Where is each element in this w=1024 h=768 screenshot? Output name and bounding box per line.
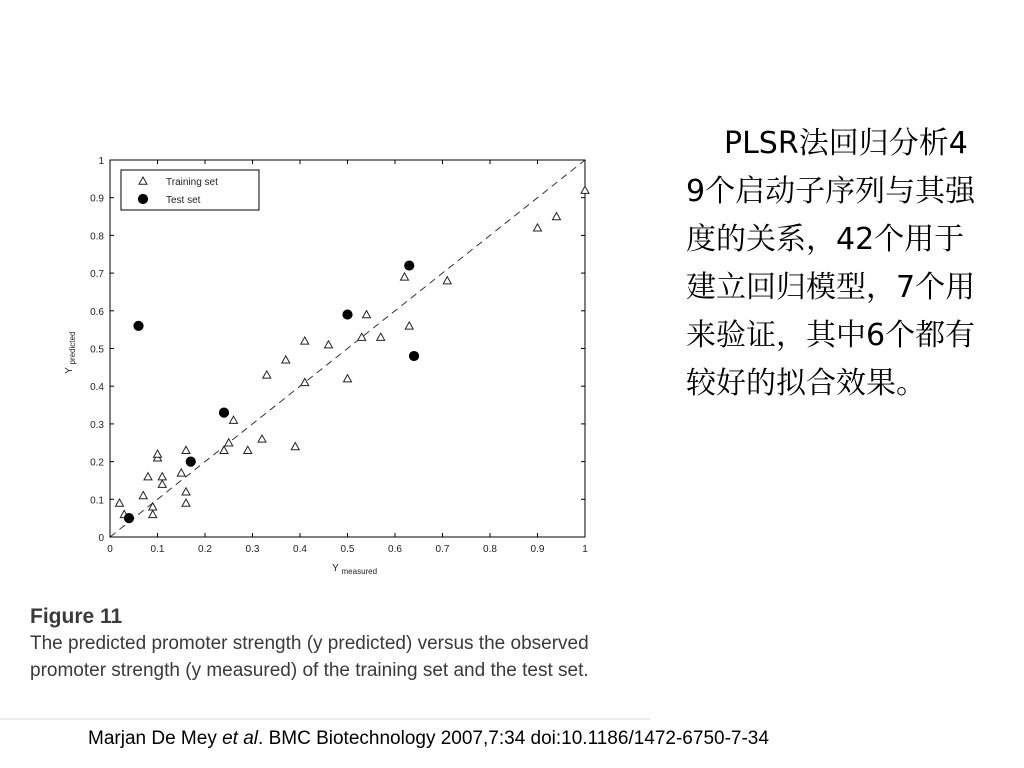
training-point bbox=[325, 341, 333, 348]
training-point bbox=[534, 224, 542, 231]
y-tick-label: 0.6 bbox=[90, 306, 104, 318]
y-axis-label-subscript: predicted bbox=[68, 331, 77, 365]
test-point bbox=[134, 321, 143, 330]
test-point bbox=[186, 457, 195, 466]
training-point bbox=[225, 439, 233, 446]
test-point bbox=[219, 408, 228, 417]
slide-body-text: PLSR法回归分析49个启动子序列与其强度的关系，42个用于建立回归模型，7个用来验证，其中6个都有较好的拟合效果。 bbox=[686, 126, 976, 401]
x-tick-label: 0.8 bbox=[483, 544, 497, 555]
y-tick-label: 0.7 bbox=[90, 269, 104, 281]
training-point bbox=[182, 499, 190, 506]
training-point bbox=[301, 337, 309, 344]
training-point bbox=[149, 510, 157, 517]
x-tick-label: 0.4 bbox=[293, 544, 307, 555]
legend-test-marker bbox=[138, 194, 147, 203]
citation-authors: Marjan De Mey bbox=[88, 728, 223, 749]
training-point bbox=[443, 277, 451, 284]
y-tick-label: 0.1 bbox=[90, 495, 104, 507]
training-point bbox=[282, 356, 290, 363]
training-point bbox=[154, 450, 162, 457]
citation-source: . BMC Biotechnology 2007,7:34 doi:10.1186/1472-6750-7-34 bbox=[258, 728, 769, 749]
caption-divider bbox=[0, 718, 650, 720]
y-tick-label: 1 bbox=[98, 156, 104, 167]
figure-label: Figure 11 bbox=[30, 605, 123, 628]
legend-training-label: Training set bbox=[166, 177, 218, 188]
training-point bbox=[230, 416, 238, 423]
citation-etal: et al bbox=[222, 728, 259, 749]
training-point bbox=[139, 492, 147, 499]
legend-test-label: Test set bbox=[166, 195, 201, 206]
reference-diagonal-line bbox=[110, 160, 585, 537]
x-tick-label: 0.5 bbox=[340, 544, 355, 555]
y-tick-label: 0.8 bbox=[90, 231, 104, 243]
x-tick-label: 0.7 bbox=[435, 544, 450, 555]
x-tick-label: 0.1 bbox=[150, 544, 165, 555]
training-point bbox=[581, 186, 589, 193]
training-point bbox=[182, 488, 190, 495]
training-point bbox=[263, 371, 271, 378]
training-point bbox=[301, 378, 309, 385]
figure-caption bbox=[30, 604, 650, 684]
training-point bbox=[144, 473, 152, 480]
training-point bbox=[220, 446, 228, 453]
y-tick-label: 0.9 bbox=[90, 193, 104, 205]
training-point bbox=[401, 273, 409, 280]
training-point bbox=[344, 375, 352, 382]
y-tick-label: 0.2 bbox=[90, 457, 104, 469]
figure-caption-text: The predicted promoter strength (y predicted) versus the observed promoter strength (y measured) of the training set and the test set. bbox=[30, 633, 589, 681]
training-point bbox=[377, 333, 385, 340]
training-point bbox=[363, 311, 371, 318]
test-point bbox=[124, 514, 133, 523]
training-point bbox=[258, 435, 266, 442]
test-point bbox=[409, 351, 418, 360]
test-point bbox=[343, 310, 352, 319]
training-point bbox=[177, 469, 185, 476]
citation bbox=[88, 728, 968, 750]
training-point bbox=[553, 213, 561, 220]
scatter-chart bbox=[0, 140, 620, 585]
x-tick-label: 0.2 bbox=[198, 544, 212, 555]
training-point bbox=[116, 499, 124, 506]
training-point bbox=[158, 480, 166, 487]
training-point bbox=[405, 322, 413, 329]
training-point bbox=[244, 446, 252, 453]
training-point bbox=[291, 443, 299, 450]
y-tick-label: 0 bbox=[98, 533, 104, 544]
x-tick-label: 1 bbox=[582, 544, 588, 555]
x-tick-label: 0 bbox=[107, 544, 113, 555]
y-tick-label: 0.3 bbox=[90, 419, 104, 431]
chart-svg bbox=[0, 140, 620, 585]
x-tick-label: 0.3 bbox=[245, 544, 260, 555]
y-axis-label: Y bbox=[64, 367, 75, 374]
training-point bbox=[358, 333, 366, 340]
x-tick-label: 0.6 bbox=[388, 544, 402, 555]
x-axis-label-subscript: measured bbox=[341, 567, 378, 576]
training-point bbox=[158, 473, 166, 480]
training-point bbox=[182, 446, 190, 453]
x-axis-label: Y bbox=[332, 563, 339, 574]
test-point bbox=[405, 261, 414, 270]
y-tick-label: 0.4 bbox=[90, 382, 104, 394]
y-tick-label: 0.5 bbox=[90, 344, 104, 356]
x-tick-label: 0.9 bbox=[530, 544, 545, 555]
training-point bbox=[149, 503, 157, 510]
